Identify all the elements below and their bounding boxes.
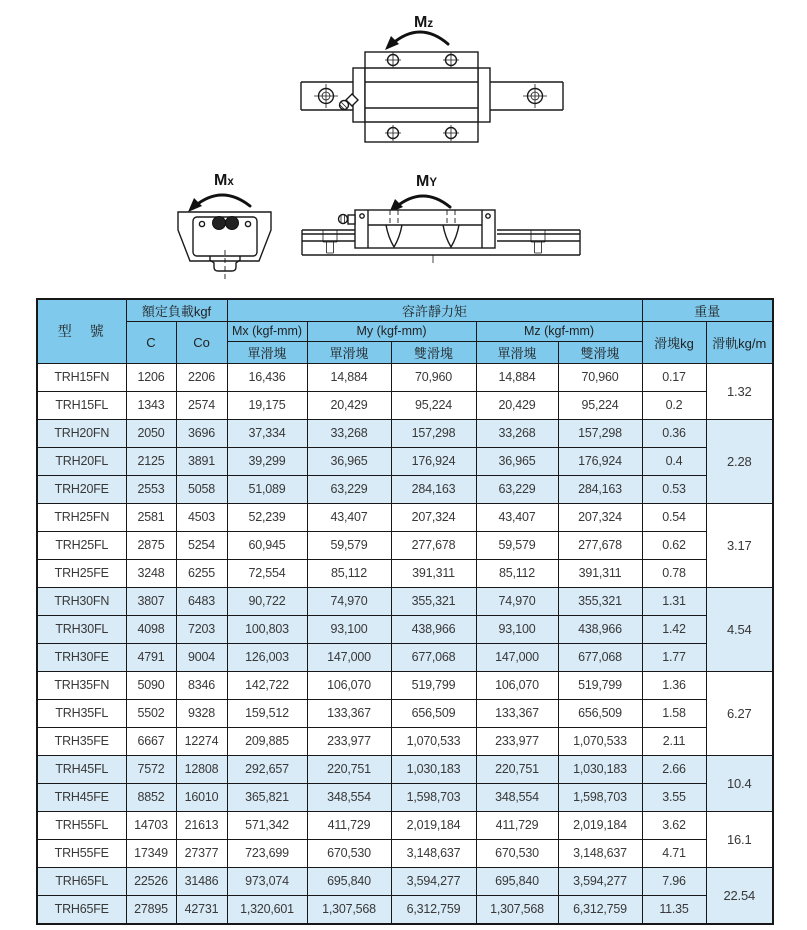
table-row [37,559,773,587]
c-cell: 2050 [126,419,176,447]
mz-single-cell: 147,000 [476,643,558,671]
mx-single-cell: 571,342 [227,811,307,839]
co-cell: 3891 [176,447,227,475]
table-row [37,447,773,475]
my-label: MY [416,173,437,190]
my-double-cell: 157,298 [391,419,476,447]
block-kg-cell: 0.4 [642,447,706,475]
co-cell: 3696 [176,419,227,447]
model-cell: TRH15FL [37,391,126,419]
model-cell: TRH65FE [37,895,126,924]
c-cell: 1206 [126,363,176,391]
header-my: My (kgf-mm) [307,321,476,341]
co-cell: 9004 [176,643,227,671]
rail-bolt-left [314,84,338,108]
mz-single-cell: 348,554 [476,783,558,811]
mx-single-cell: 142,722 [227,671,307,699]
table-row [37,867,773,895]
my-double-cell: 176,924 [391,447,476,475]
block-kg-cell: 0.78 [642,559,706,587]
model-cell: TRH55FL [37,811,126,839]
table-row [37,587,773,615]
block-kg-cell: 3.55 [642,783,706,811]
mx-single-cell: 159,512 [227,699,307,727]
model-cell: TRH15FN [37,363,126,391]
co-cell: 5058 [176,475,227,503]
rail-weight-cell: 4.54 [706,587,773,671]
rail-weight-cell: 2.28 [706,419,773,503]
table-row [37,699,773,727]
mz-double-cell: 277,678 [558,531,642,559]
c-cell: 2125 [126,447,176,475]
block-kg-cell: 0.54 [642,503,706,531]
my-double-cell: 284,163 [391,475,476,503]
block-kg-cell: 0.53 [642,475,706,503]
co-cell: 2206 [176,363,227,391]
header-c: C [126,321,176,363]
header-mz: Mz (kgf-mm) [476,321,642,341]
mz-double-cell: 157,298 [558,419,642,447]
block-kg-cell: 4.71 [642,839,706,867]
mz-double-cell: 355,321 [558,587,642,615]
c-cell: 22526 [126,867,176,895]
block-kg-cell: 1.36 [642,671,706,699]
header-model: 型 號 [37,299,126,363]
table-row [37,615,773,643]
rail-weight-cell: 1.32 [706,363,773,419]
mx-arrowhead [188,198,202,212]
mx-single-cell: 16,436 [227,363,307,391]
block-kg-cell: 11.35 [642,895,706,924]
mz-double-cell: 519,799 [558,671,642,699]
co-cell: 42731 [176,895,227,924]
my-double-cell: 70,960 [391,363,476,391]
rail-weight-cell: 22.54 [706,867,773,924]
mz-single-cell: 74,970 [476,587,558,615]
mz-arrowhead [385,36,399,50]
my-moment-arrow [396,196,450,207]
table-row [37,755,773,783]
mx-single-cell: 52,239 [227,503,307,531]
my-single-cell: 93,100 [307,615,391,643]
my-single-cell: 233,977 [307,727,391,755]
block-kg-cell: 2.11 [642,727,706,755]
co-cell: 8346 [176,671,227,699]
co-cell: 7203 [176,615,227,643]
mz-single-cell: 14,884 [476,363,558,391]
table-row [37,475,773,503]
model-cell: TRH55FE [37,839,126,867]
header-mz-single: 單滑塊 [476,341,558,363]
model-cell: TRH20FE [37,475,126,503]
mx-single-cell: 723,699 [227,839,307,867]
mx-moment-arrow [195,195,250,206]
rail-weight-cell: 10.4 [706,755,773,811]
co-cell: 4503 [176,503,227,531]
my-double-cell: 2,019,184 [391,811,476,839]
c-cell: 17349 [126,839,176,867]
c-cell: 4791 [126,643,176,671]
table-row [37,671,773,699]
my-single-cell: 1,307,568 [307,895,391,924]
mz-double-cell: 70,960 [558,363,642,391]
grease-nipple-icon [339,215,356,225]
mx-single-cell: 973,074 [227,867,307,895]
table-row [37,727,773,755]
block-end-cap-left [353,68,365,122]
mz-single-cell: 36,965 [476,447,558,475]
mz-single-cell: 670,530 [476,839,558,867]
c-cell: 3248 [126,559,176,587]
guide-block-body [365,52,478,142]
my-single-cell: 74,970 [307,587,391,615]
c-cell: 2553 [126,475,176,503]
header-rated-load: 額定負載kgf [126,299,227,321]
my-single-cell: 20,429 [307,391,391,419]
ball-roller-right [226,217,239,230]
model-cell: TRH30FE [37,643,126,671]
my-moment-figure [292,160,592,286]
c-cell: 27895 [126,895,176,924]
specification-table [36,298,774,925]
model-cell: TRH30FN [37,587,126,615]
block-kg-cell: 1.42 [642,615,706,643]
my-double-cell: 95,224 [391,391,476,419]
mx-single-cell: 90,722 [227,587,307,615]
header-weight: 重量 [642,299,773,321]
my-double-cell: 438,966 [391,615,476,643]
my-single-cell: 63,229 [307,475,391,503]
mz-double-cell: 95,224 [558,391,642,419]
mx-single-cell: 51,089 [227,475,307,503]
header-block-weight: 滑塊kg [642,321,706,363]
c-cell: 3807 [126,587,176,615]
co-cell: 12274 [176,727,227,755]
mz-single-cell: 59,579 [476,531,558,559]
mz-single-cell: 20,429 [476,391,558,419]
mz-double-cell: 438,966 [558,615,642,643]
mz-double-cell: 1,070,533 [558,727,642,755]
table-row [37,783,773,811]
guide-top-view-drawing [268,4,568,156]
block-kg-cell: 0.17 [642,363,706,391]
my-double-cell: 1,070,533 [391,727,476,755]
mz-single-cell: 133,367 [476,699,558,727]
mz-single-cell: 220,751 [476,755,558,783]
mz-moment-figure [268,4,568,156]
my-single-cell: 348,554 [307,783,391,811]
co-cell: 31486 [176,867,227,895]
mz-single-cell: 1,307,568 [476,895,558,924]
model-cell: TRH25FL [37,531,126,559]
model-cell: TRH35FE [37,727,126,755]
mx-single-cell: 365,821 [227,783,307,811]
block-kg-cell: 0.36 [642,419,706,447]
c-cell: 6667 [126,727,176,755]
my-double-cell: 391,311 [391,559,476,587]
my-single-cell: 220,751 [307,755,391,783]
table-body [37,363,773,924]
block-kg-cell: 0.62 [642,531,706,559]
mz-single-cell: 233,977 [476,727,558,755]
co-cell: 16010 [176,783,227,811]
mz-double-cell: 284,163 [558,475,642,503]
mx-label: Mx [214,172,234,189]
c-cell: 1343 [126,391,176,419]
table-header [37,299,773,363]
my-single-cell: 147,000 [307,643,391,671]
mx-single-cell: 100,803 [227,615,307,643]
my-double-cell: 3,594,277 [391,867,476,895]
mz-double-cell: 207,324 [558,503,642,531]
my-single-cell: 411,729 [307,811,391,839]
block-kg-cell: 1.77 [642,643,706,671]
my-double-cell: 1,030,183 [391,755,476,783]
c-cell: 7572 [126,755,176,783]
mx-single-cell: 1,320,601 [227,895,307,924]
mx-single-cell: 209,885 [227,727,307,755]
mx-single-cell: 39,299 [227,447,307,475]
my-double-cell: 277,678 [391,531,476,559]
mz-single-cell: 33,268 [476,419,558,447]
table-row [37,811,773,839]
model-cell: TRH20FL [37,447,126,475]
table-row [37,643,773,671]
block-kg-cell: 2.66 [642,755,706,783]
block-end-cap-right [478,68,490,122]
model-cell: TRH45FE [37,783,126,811]
table-row [37,895,773,924]
c-cell: 4098 [126,615,176,643]
co-cell: 2574 [176,391,227,419]
mx-single-cell: 72,554 [227,559,307,587]
mx-single-cell: 19,175 [227,391,307,419]
mz-single-cell: 43,407 [476,503,558,531]
my-single-cell: 36,965 [307,447,391,475]
header-mx: Mx (kgf-mm) [227,321,307,341]
mz-single-cell: 93,100 [476,615,558,643]
my-single-cell: 695,840 [307,867,391,895]
mz-moment-arrow [392,32,448,44]
rail-bolt-right [523,84,547,108]
rail-weight-cell: 6.27 [706,671,773,755]
my-single-cell: 133,367 [307,699,391,727]
mz-label: Mz [414,14,434,31]
header-rail-weight: 滑軌kg/m [706,321,773,363]
my-double-cell: 519,799 [391,671,476,699]
mz-double-cell: 677,068 [558,643,642,671]
table-row [37,391,773,419]
co-cell: 27377 [176,839,227,867]
mz-single-cell: 106,070 [476,671,558,699]
my-double-cell: 677,068 [391,643,476,671]
block-kg-cell: 7.96 [642,867,706,895]
mz-double-cell: 391,311 [558,559,642,587]
my-double-cell: 3,148,637 [391,839,476,867]
block-kg-cell: 1.58 [642,699,706,727]
co-cell: 6255 [176,559,227,587]
my-double-cell: 207,324 [391,503,476,531]
mz-double-cell: 6,312,759 [558,895,642,924]
mz-double-cell: 3,594,277 [558,867,642,895]
my-single-cell: 14,884 [307,363,391,391]
model-cell: TRH65FL [37,867,126,895]
c-cell: 5502 [126,699,176,727]
model-cell: TRH25FN [37,503,126,531]
my-single-cell: 85,112 [307,559,391,587]
block-side-view [355,210,495,248]
mx-single-cell: 60,945 [227,531,307,559]
my-double-cell: 355,321 [391,587,476,615]
my-double-cell: 1,598,703 [391,783,476,811]
mz-single-cell: 411,729 [476,811,558,839]
my-single-cell: 106,070 [307,671,391,699]
model-cell: TRH35FL [37,699,126,727]
header-mz-double: 雙滑塊 [558,341,642,363]
c-cell: 8852 [126,783,176,811]
my-single-cell: 59,579 [307,531,391,559]
co-cell: 6483 [176,587,227,615]
rail-weight-cell: 16.1 [706,811,773,867]
ball-roller-left [213,217,226,230]
model-cell: TRH45FL [37,755,126,783]
mx-single-cell: 126,003 [227,643,307,671]
mz-single-cell: 85,112 [476,559,558,587]
block-kg-cell: 3.62 [642,811,706,839]
my-single-cell: 43,407 [307,503,391,531]
model-cell: TRH25FE [37,559,126,587]
header-co: Co [176,321,227,363]
block-kg-cell: 1.31 [642,587,706,615]
block-kg-cell: 0.2 [642,391,706,419]
table-row [37,503,773,531]
c-cell: 14703 [126,811,176,839]
my-double-cell: 6,312,759 [391,895,476,924]
mz-single-cell: 63,229 [476,475,558,503]
mz-single-cell: 695,840 [476,867,558,895]
my-single-cell: 670,530 [307,839,391,867]
mz-double-cell: 1,598,703 [558,783,642,811]
my-double-cell: 656,509 [391,699,476,727]
table-row [37,419,773,447]
header-my-double: 雙滑塊 [391,341,476,363]
table-row [37,363,773,391]
guide-side-view-drawing [292,160,592,286]
co-cell: 5254 [176,531,227,559]
my-single-cell: 33,268 [307,419,391,447]
co-cell: 12808 [176,755,227,783]
mz-double-cell: 2,019,184 [558,811,642,839]
c-cell: 2581 [126,503,176,531]
mz-double-cell: 176,924 [558,447,642,475]
mz-double-cell: 656,509 [558,699,642,727]
model-cell: TRH35FN [37,671,126,699]
co-cell: 21613 [176,811,227,839]
c-cell: 2875 [126,531,176,559]
model-cell: TRH30FL [37,615,126,643]
mx-single-cell: 37,334 [227,419,307,447]
mz-double-cell: 1,030,183 [558,755,642,783]
header-mx-single: 單滑塊 [227,341,307,363]
model-cell: TRH20FN [37,419,126,447]
c-cell: 5090 [126,671,176,699]
table-row [37,839,773,867]
header-my-single: 單滑塊 [307,341,391,363]
header-static-moment: 容許靜力矩 [227,299,642,321]
co-cell: 9328 [176,699,227,727]
rail-weight-cell: 3.17 [706,503,773,587]
mx-single-cell: 292,657 [227,755,307,783]
mz-double-cell: 3,148,637 [558,839,642,867]
table-row [37,531,773,559]
